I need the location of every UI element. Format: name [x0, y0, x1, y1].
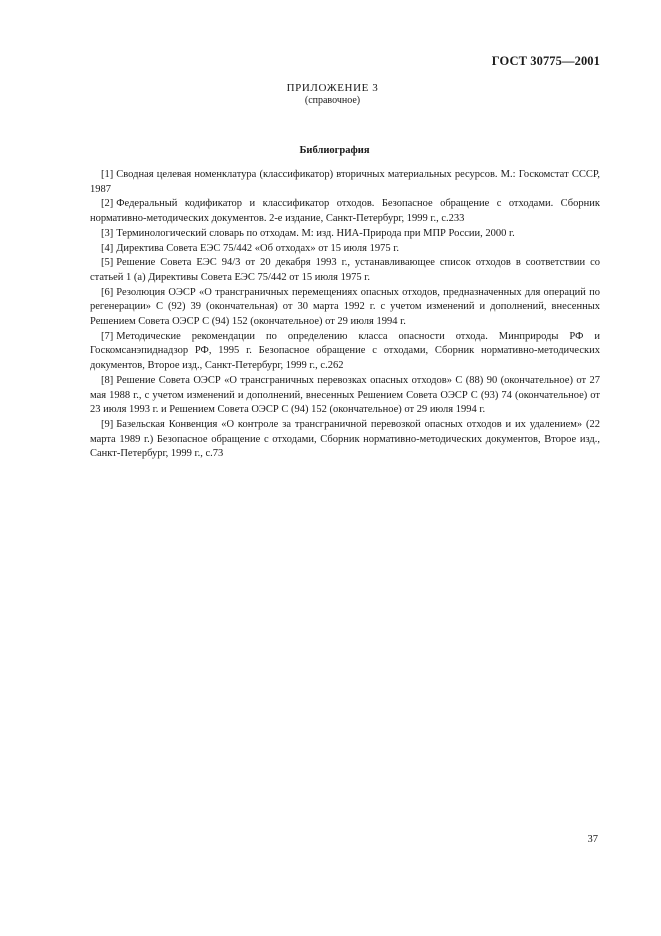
bibliography-entry	[90, 197, 600, 226]
bibliography-entry	[90, 168, 600, 197]
bibliography-entry-number: [1]	[101, 169, 114, 180]
page-number: 37	[587, 834, 598, 845]
bibliography-entry-text: Терминологический словарь по отходам. М: изд. НИА-Природа при МПР России, 2000 г.	[116, 227, 515, 239]
bibliography-entry-number: [5]	[101, 257, 114, 269]
bibliography-entry-number: [4]	[101, 242, 114, 254]
bibliography-entry	[90, 330, 600, 374]
bibliography-entry-number: [9]	[101, 418, 114, 430]
bibliography-list	[90, 168, 600, 462]
bibliography-entry-text: Решение Совета ОЭСР «О трансграничных перевозках опасных отходов» С (88) 90 (окончательное) от 27 мая 1988 г., с учетом изменений и дополнений, внесенных Решением Совета ОЭСР С (93) 74 (окончательное) от 23 июля 1993 г. и Решением Совета ОЭСР С (94) 152 (окончательное) от 29 июля 1994 г.	[90, 374, 600, 416]
bibliography-entry-number: [2]	[101, 198, 114, 210]
bibliography-entry	[90, 227, 600, 242]
bibliography-entry	[90, 286, 600, 330]
bibliography-entry-text: Федеральный кодификатор и классификатор отходов. Безопасное обращение с отходами. Сборник нормативно-методических документов. 2-е издание, Санкт-Петербург, 1999 г., с.233	[90, 198, 600, 225]
bibliography-entry	[90, 242, 600, 257]
bibliography-entry-text: Сводная целевая номенклатура (классификатор) вторичных материальных ресурсов. М.: Госкомстат СССР, 1987	[90, 169, 600, 195]
bibliography-entry	[90, 374, 600, 418]
bibliography-entry-number: [8]	[101, 374, 114, 386]
bibliography-entry-text: Решение Совета ЕЭС 94/3 от 20 декабря 1993 г., устанавливающее список отходов в соответствии со статьей 1 (а) Директивы Совета ЕЭС 75/442 от 15 июля 1975 г.	[90, 257, 600, 283]
document-code: ГОСТ 30775—2001	[491, 54, 600, 68]
bibliography-entry	[90, 418, 600, 462]
bibliography-entry-text: Базельская Конвенция «О контроле за трансграничной перевозкой опасных отходов и их удалением» (22 марта 1989 г.) Безопасное обращение с отходами, Сборник нормативно-методических документов, Второе изд., Санкт-Петербург, 1999 г., с.73	[90, 418, 600, 460]
bibliography-entry-number: [7]	[101, 330, 114, 342]
bibliography-entry-number: [6]	[101, 286, 114, 298]
section-title: Библиография	[299, 145, 370, 156]
bibliography-entry-text: Директива Совета ЕЭС 75/442 «Об отходах» от 15 июля 1975 г.	[116, 242, 399, 254]
bibliography-entry	[90, 256, 600, 285]
appendix-heading	[0, 82, 661, 107]
bibliography-entry-text: Резолюция ОЭСР «О трансграничных перемещениях опасных отходов, предназначенных для операций по регенерации» С (92) 39 (окончательная) от 30 марта 1992 г. с учетом изменений и дополнений, внесенных Решением Совета ОЭСР С (94) 152 (окончательное) от 29 июля 1994 г.	[90, 286, 600, 328]
bibliography-entry-number: [3]	[101, 227, 114, 239]
bibliography-entry-text: Методические рекомендации по определению класса опасности отхода. Минприроды РФ и Госкомсанэпиднадзор РФ, 1995 г. Безопасное обращение с отходами, Сборник нормативно-методических документов, Второе изд., Санкт-Петербург, 1999 г., с.262	[90, 330, 600, 372]
appendix-subtitle: (справочное)	[304, 95, 361, 106]
appendix-title: ПРИЛОЖЕНИЕ 3	[286, 82, 379, 94]
